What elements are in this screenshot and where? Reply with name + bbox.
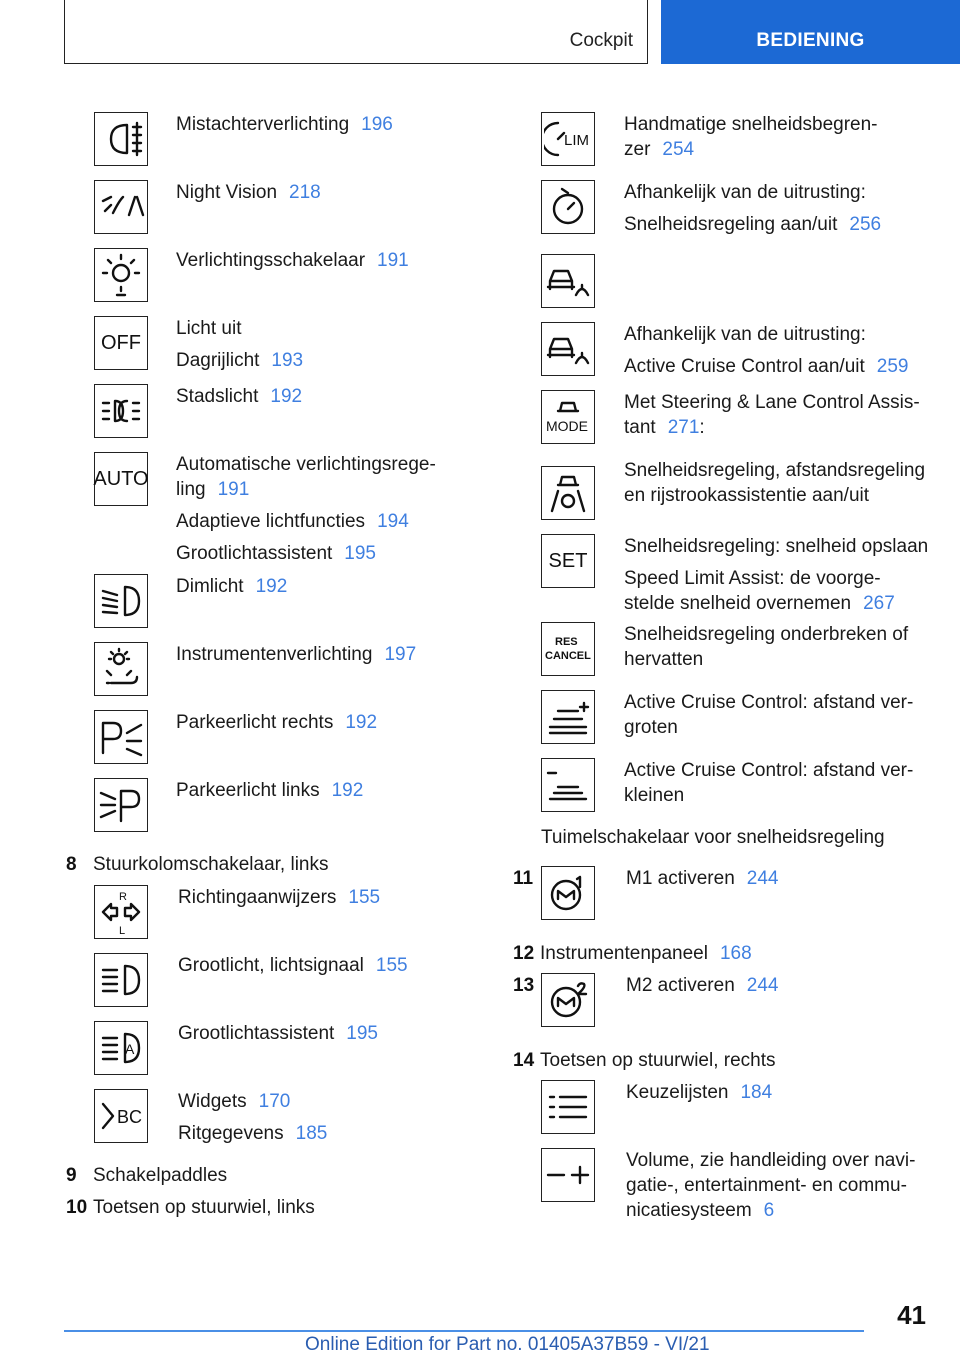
header-section-box xyxy=(64,0,648,64)
entry-text xyxy=(178,1121,327,1146)
entry-label: Parkeerlicht links xyxy=(176,780,320,801)
item-number: 13 xyxy=(513,975,535,996)
entry-label: Instrumentenverlichting xyxy=(176,644,373,665)
entry-text xyxy=(176,642,416,667)
active-cruise-icon xyxy=(541,254,595,308)
entry-text xyxy=(624,783,684,808)
entry-label: M2 activeren xyxy=(626,975,735,996)
svg-text:MODE: MODE xyxy=(546,418,588,434)
turn-signal-icon xyxy=(94,885,148,939)
page-ref-link[interactable]: 196 xyxy=(361,114,393,135)
entry-text xyxy=(540,941,752,966)
distance-increase-icon xyxy=(541,690,595,744)
volume-icon xyxy=(541,1148,595,1202)
entry-label: Schakelpaddles xyxy=(93,1165,228,1186)
entry-text xyxy=(93,1163,227,1188)
entry-label: Snelheidsregeling, afstandsregeling xyxy=(624,460,926,481)
page-ref-link[interactable]: 170 xyxy=(258,1091,291,1112)
parking-light-left-icon xyxy=(94,778,148,832)
entry-text xyxy=(624,647,703,672)
page-ref-link[interactable]: 184 xyxy=(740,1082,773,1103)
entry-text xyxy=(626,1148,915,1173)
entry-label: hervatten xyxy=(624,649,704,670)
entry-label: Toetsen op stuurwiel, links xyxy=(93,1197,315,1218)
item-number: 9 xyxy=(66,1165,77,1186)
page-ref-link[interactable]: 271 xyxy=(667,417,700,438)
m2-icon xyxy=(541,973,595,1027)
entry-label: Ritgegevens xyxy=(178,1123,284,1144)
entry-label: Active Cruise Control: afstand ver- xyxy=(624,692,914,713)
item-number: 11 xyxy=(513,868,534,889)
entry-text xyxy=(176,778,363,803)
entry-label: Snelheidsregeling aan/uit xyxy=(624,214,838,235)
entry-label: Dagrijlicht xyxy=(176,350,260,371)
m1-icon xyxy=(541,866,595,920)
entry-label: stelde snelheid overnemen xyxy=(624,593,852,614)
high-beam-icon xyxy=(94,953,148,1007)
entry-text xyxy=(176,112,393,137)
icon-label-text: AUTO xyxy=(93,467,149,490)
entry-label: en rijstrookassistentie aan/uit xyxy=(624,485,870,506)
page-ref-link[interactable]: 192 xyxy=(331,780,364,801)
page-ref-link[interactable]: 191 xyxy=(377,250,409,271)
entry-label: Adaptieve lichtfuncties xyxy=(176,511,366,532)
entry-suffix: : xyxy=(699,417,705,438)
header-chapter-tab[interactable]: BEDIENING xyxy=(661,0,960,64)
light-switch-icon xyxy=(94,248,148,302)
entry-label: Afhankelijk van de uitrusting: xyxy=(624,324,866,345)
distance-decrease-icon xyxy=(541,758,595,812)
entry-text xyxy=(624,137,694,162)
page-ref-link[interactable]: 192 xyxy=(255,576,288,597)
entry-text xyxy=(540,1048,776,1073)
footer-edition: Online Edition for Part no. 01405A37B59 - VI/21 xyxy=(305,1334,710,1355)
entry-text xyxy=(176,248,409,273)
entry-text xyxy=(93,1195,315,1220)
icon-label-off-icon xyxy=(94,316,148,370)
page-ref-link[interactable]: 191 xyxy=(217,479,250,500)
entry-text xyxy=(176,452,436,477)
item-number: 14 xyxy=(513,1050,535,1071)
speed-limiter-icon xyxy=(541,112,595,166)
entry-label: kleinen xyxy=(624,785,685,806)
mode-button-icon xyxy=(541,390,595,444)
page-ref-link[interactable]: 195 xyxy=(344,543,376,564)
active-cruise-icon xyxy=(541,322,595,376)
entry-label: Grootlichtassistent xyxy=(176,543,333,564)
entry-label: Richtingaanwijzers xyxy=(178,887,337,908)
entry-label: Grootlichtassistent xyxy=(178,1023,335,1044)
entry-label: Volume, zie handleiding over navi- xyxy=(626,1150,916,1171)
page-ref-link[interactable]: 195 xyxy=(346,1023,378,1044)
entry-text xyxy=(178,953,408,978)
entry-text xyxy=(176,180,321,205)
entry-label: groten xyxy=(624,717,678,738)
entry-label: Dimlicht xyxy=(176,576,244,597)
entry-label: Widgets xyxy=(178,1091,247,1112)
page-ref-link[interactable]: 256 xyxy=(849,214,882,235)
entry-label: Speed Limit Assist: de voorge- xyxy=(624,568,881,589)
list-icon xyxy=(541,1080,595,1134)
item-number: 10 xyxy=(66,1197,88,1218)
cruise-control-icon xyxy=(541,180,595,234)
page-ref-link[interactable]: 267 xyxy=(863,593,895,614)
entry-text xyxy=(178,885,380,910)
entry-text xyxy=(176,509,409,534)
icon-label-set-icon xyxy=(541,534,595,588)
page-ref-link[interactable]: 192 xyxy=(345,712,378,733)
entry-label: M1 activeren xyxy=(626,868,735,889)
instrument-lighting-icon xyxy=(94,642,148,696)
entry-label: Grootlicht, lichtsignaal xyxy=(178,955,364,976)
svg-text:L: L xyxy=(119,925,126,936)
night-vision-icon xyxy=(94,180,148,234)
entry-text xyxy=(176,710,377,735)
page-ref-link[interactable]: 6 xyxy=(763,1200,775,1221)
entry-text xyxy=(624,483,869,508)
entry-text xyxy=(626,1198,774,1223)
entry-text xyxy=(176,348,303,373)
entry-text xyxy=(624,112,878,137)
entry-text xyxy=(624,415,705,440)
entry-text xyxy=(624,758,913,783)
entry-text xyxy=(178,1089,290,1114)
page-ref-link[interactable]: 193 xyxy=(271,350,304,371)
entry-text xyxy=(176,316,241,341)
entry-label: Afhankelijk van de uitrusting: xyxy=(624,182,866,203)
page-ref-link[interactable]: 218 xyxy=(289,182,321,203)
fog-light-icon xyxy=(94,112,148,166)
item-number: 8 xyxy=(66,854,77,875)
icon-label-auto-icon xyxy=(94,452,148,506)
entry-label: Stuurkolomschakelaar, links xyxy=(93,854,329,875)
entry-text xyxy=(626,1080,772,1105)
entry-text xyxy=(624,180,866,205)
entry-label: Parkeerlicht rechts xyxy=(176,712,334,733)
entry-label: Instrumentenpaneel xyxy=(540,943,708,964)
entry-text xyxy=(626,1173,907,1198)
item-number: 12 xyxy=(513,943,535,964)
entry-label: Stadslicht xyxy=(176,386,259,407)
header-section-title: Cockpit xyxy=(569,30,633,51)
entry-text xyxy=(624,322,866,347)
icon-label-text: OFF xyxy=(101,331,141,354)
entry-label: Handmatige snelheidsbegren- xyxy=(624,114,878,135)
entry-text xyxy=(624,622,908,647)
page-number: 41 xyxy=(897,1300,926,1330)
entry-text xyxy=(624,566,881,591)
res-cancel-icon xyxy=(541,622,595,676)
entry-label: zer xyxy=(624,139,651,160)
entry-label: Met Steering & Lane Control Assis- xyxy=(624,392,920,413)
entry-label: Licht uit xyxy=(176,318,242,339)
parking-light-icon xyxy=(94,384,148,438)
entry-text xyxy=(178,1021,378,1046)
entry-text xyxy=(626,866,778,891)
entry-text xyxy=(624,390,920,415)
entry-text xyxy=(176,541,376,566)
page-ref-link[interactable]: 194 xyxy=(377,511,409,532)
entry-text xyxy=(624,212,881,237)
entry-label: Active Cruise Control aan/uit xyxy=(624,356,865,377)
entry-label: Night Vision xyxy=(176,182,278,203)
entry-text xyxy=(176,477,249,502)
svg-text:R: R xyxy=(119,891,127,903)
entry-text xyxy=(626,973,778,998)
page-ref-link[interactable]: 155 xyxy=(375,955,408,976)
entry-text xyxy=(624,690,913,715)
bc-button-icon xyxy=(94,1089,148,1143)
parking-light-right-icon xyxy=(94,710,148,764)
page-ref-link[interactable]: 254 xyxy=(662,139,695,160)
entry-text xyxy=(176,384,302,409)
icon-label-text: SET xyxy=(548,549,588,572)
entry-text xyxy=(624,715,678,740)
entry-text xyxy=(624,591,895,616)
lane-assist-icon xyxy=(541,466,595,520)
page-ref-link[interactable]: 185 xyxy=(295,1123,328,1144)
page-ref-link[interactable]: 244 xyxy=(746,975,779,996)
entry-label: Snelheidsregeling: snelheid opslaan xyxy=(624,536,929,557)
page-ref-link[interactable]: 192 xyxy=(270,386,303,407)
entry-text xyxy=(624,354,908,379)
page-ref-link[interactable]: 168 xyxy=(719,943,752,964)
entry-label: nicatiesysteem xyxy=(626,1200,752,1221)
entry-label: ling xyxy=(176,479,206,500)
footer-divider xyxy=(64,1330,864,1332)
rocker-switch-caption: Tuimelschakelaar voor snelheidsregeling xyxy=(541,827,885,848)
entry-text xyxy=(624,458,925,483)
entry-label: Keuzelijsten xyxy=(626,1082,729,1103)
entry-label: Mistachterverlichting xyxy=(176,114,350,135)
page-ref-link[interactable]: 259 xyxy=(876,356,909,377)
page-ref-link[interactable]: 155 xyxy=(348,887,381,908)
entry-label: Snelheidsregeling onderbreken of xyxy=(624,624,909,645)
entry-label: Verlichtingsschakelaar xyxy=(176,250,366,271)
high-beam-assist-icon xyxy=(94,1021,148,1075)
entry-text xyxy=(176,574,287,599)
svg-text:RES: RES xyxy=(555,636,578,648)
entry-label: Automatische verlichtingsrege- xyxy=(176,454,436,475)
entry-label: Active Cruise Control: afstand ver- xyxy=(624,760,914,781)
low-beam-icon xyxy=(94,574,148,628)
entry-label: gatie-, entertainment- en commu- xyxy=(626,1175,907,1196)
page-ref-link[interactable]: 244 xyxy=(746,868,779,889)
svg-text:CANCEL: CANCEL xyxy=(545,650,591,662)
page-ref-link[interactable]: 197 xyxy=(384,644,417,665)
svg-text:BC: BC xyxy=(117,1107,143,1127)
entry-label: Toetsen op stuurwiel, rechts xyxy=(540,1050,776,1071)
svg-text:LIM: LIM xyxy=(564,132,590,149)
svg-text:A: A xyxy=(125,1041,135,1057)
entry-label: tant xyxy=(624,417,656,438)
entry-text xyxy=(93,852,329,877)
entry-text xyxy=(624,534,928,559)
